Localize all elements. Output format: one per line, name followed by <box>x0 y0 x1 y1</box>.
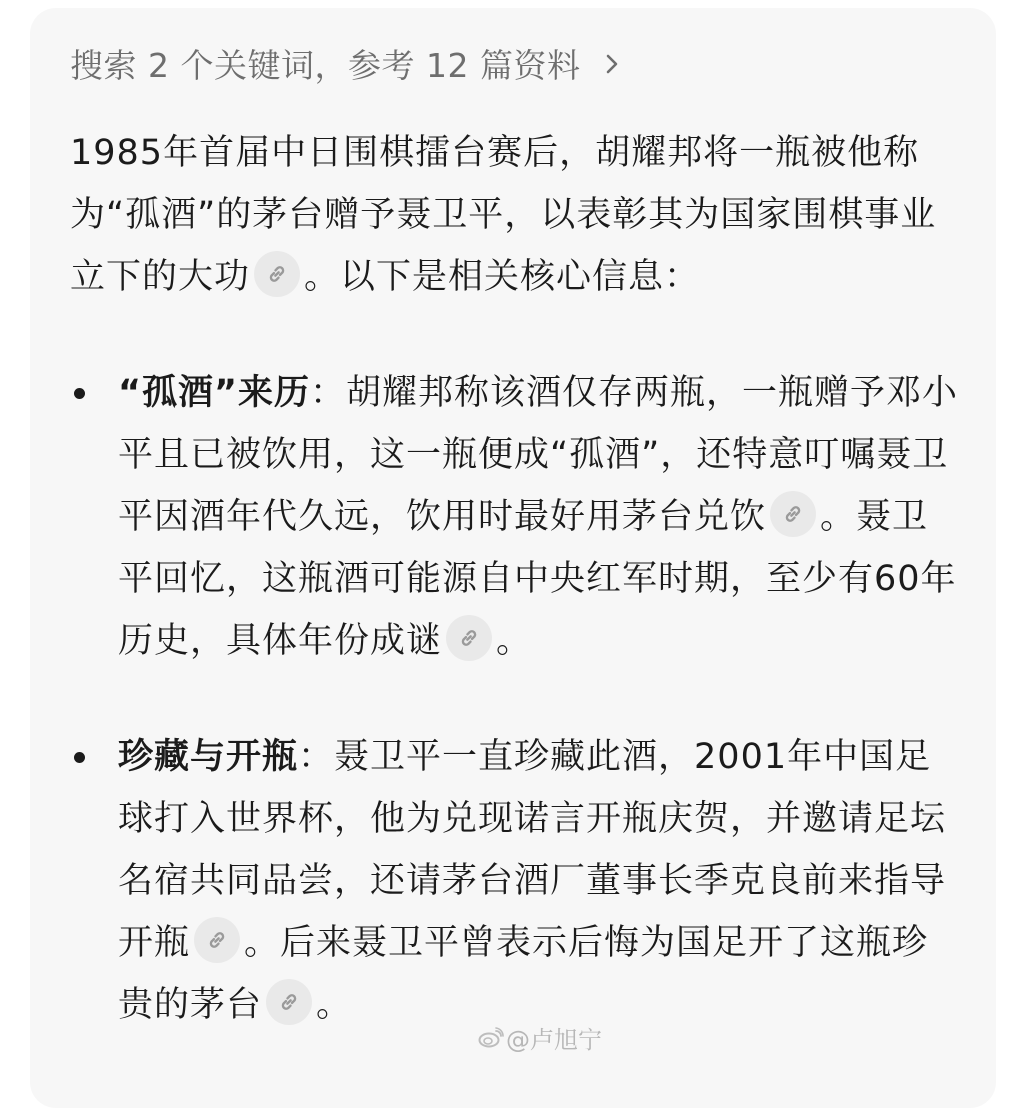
bullet-text: 。后来聂卫平曾表示后悔为国足开了这瓶珍贵的茅台 <box>118 923 929 1025</box>
link-icon <box>780 501 806 527</box>
bullet-text: 胡耀邦称该酒仅存两瓶，一瓶赠予邓小平且已被饮用，这一瓶便成“孤酒”，还特意叮嘱聂卫平因酒年代久远，饮用时最好用茅台兑饮 <box>118 373 959 537</box>
watermark-text: @卢旭宁 <box>506 1026 602 1054</box>
bullet-text: 。 <box>316 985 353 1025</box>
citation-button[interactable] <box>770 491 816 537</box>
citation-button[interactable] <box>266 979 312 1025</box>
list-item <box>70 726 960 1036</box>
link-icon <box>264 261 290 287</box>
link-icon <box>204 927 230 953</box>
citation-button[interactable] <box>254 251 300 297</box>
link-icon <box>276 989 302 1015</box>
search-summary-text: 搜索 2 个关键词，参考 12 篇资料 <box>70 46 581 85</box>
answer-body <box>70 122 960 1036</box>
citation-button[interactable] <box>446 615 492 661</box>
bullet-separator: ： <box>298 737 335 777</box>
chevron-right-icon <box>601 53 623 75</box>
weibo-logo <box>478 1027 504 1049</box>
bullet-dot <box>74 752 85 763</box>
bullet-term: “孤酒”来历 <box>118 373 311 413</box>
bullet-term: 珍藏与开瓶 <box>118 737 299 777</box>
bullet-separator: ： <box>310 373 347 413</box>
bullet-text: 。 <box>496 621 533 661</box>
list-item <box>70 362 960 672</box>
search-summary-toggle[interactable] <box>70 40 623 92</box>
intro-text-end: 。以下是相关核心信息： <box>304 257 701 297</box>
citation-button[interactable] <box>194 917 240 963</box>
bullet-dot <box>74 388 85 399</box>
intro-text: 1985年首届中日围棋擂台赛后，胡耀邦将一瓶被他称为“孤酒”的茅台赠予聂卫平，以表彰其为国家围棋事业立下的大功 <box>70 133 937 297</box>
link-icon <box>456 625 482 651</box>
bullet-text: 聂卫平一直珍藏此酒，2001年中国足球打入世界杯，他为兑现诺言开瓶庆贺，并邀请足坛名宿共同品尝，还请茅台酒厂董事长季克良前来指导开瓶 <box>118 737 947 963</box>
bullet-text: 。聂卫平回忆，这瓶酒可能源自中央红军时期，至少有60年历史，具体年份成谜 <box>118 497 957 661</box>
bullet-list <box>70 362 960 1036</box>
watermark <box>478 1020 602 1055</box>
intro-paragraph <box>70 122 950 308</box>
